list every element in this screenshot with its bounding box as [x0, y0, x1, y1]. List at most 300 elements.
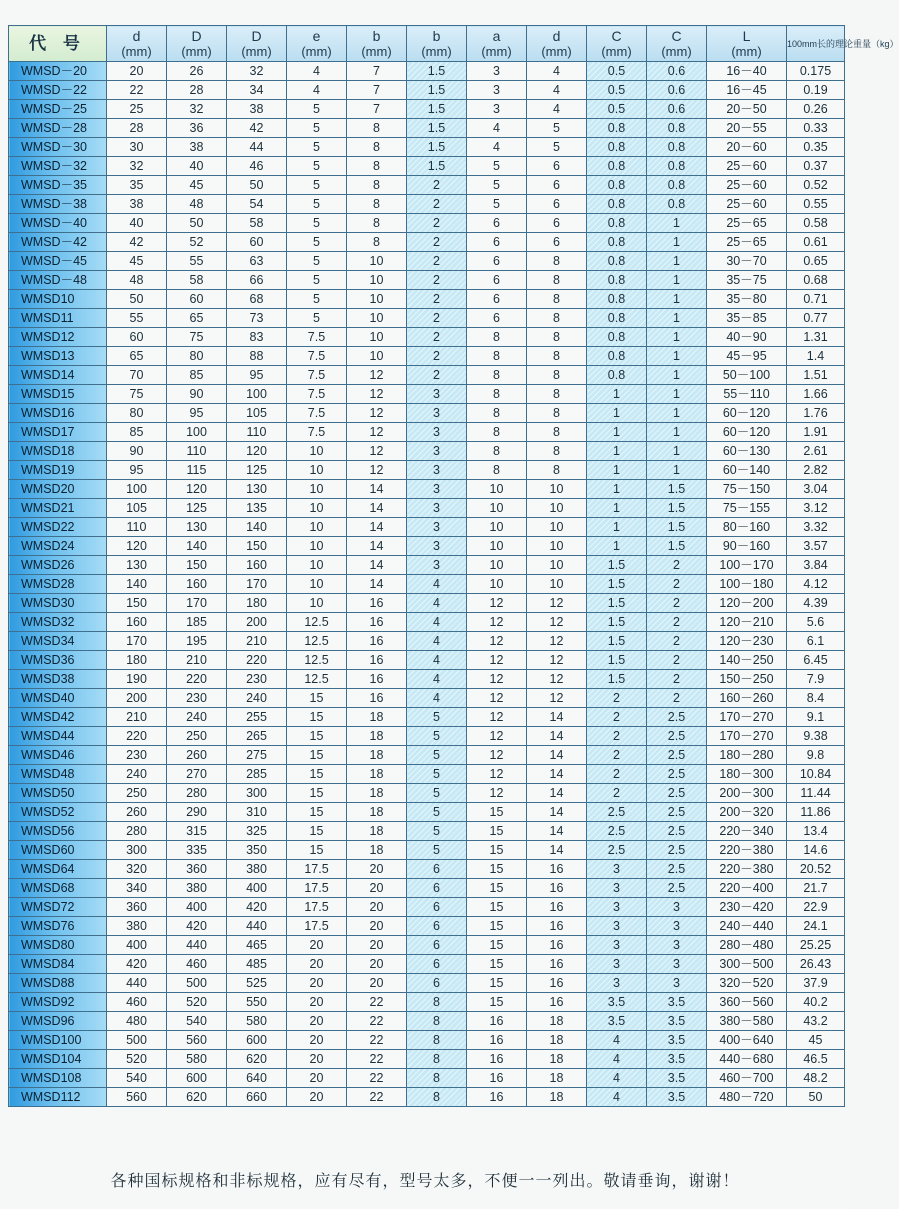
table-cell-D2: 465 [227, 936, 287, 955]
column-header-b2 [407, 26, 467, 62]
table-cell-b1: 18 [347, 822, 407, 841]
table-cell-D1: 230 [167, 689, 227, 708]
table-cell-L: 35－85 [707, 309, 787, 328]
table-cell-L: 20－55 [707, 119, 787, 138]
table-cell-L: 220－400 [707, 879, 787, 898]
table-cell-D1: 48 [167, 195, 227, 214]
table-row [9, 537, 845, 556]
table-cell-C1: 4 [587, 1031, 647, 1050]
table-row [9, 917, 845, 936]
table-row [9, 518, 845, 537]
model-code-cell: WMSD14 [9, 366, 107, 385]
table-cell-C2: 2.5 [647, 841, 707, 860]
table-row [9, 480, 845, 499]
table-cell-e: 15 [287, 841, 347, 860]
table-cell-weight: 4.39 [787, 594, 845, 613]
table-cell-weight: 21.7 [787, 879, 845, 898]
table-cell-d2: 6 [527, 195, 587, 214]
table-cell-d2: 18 [527, 1088, 587, 1107]
table-cell-d2: 10 [527, 575, 587, 594]
table-cell-d2: 12 [527, 594, 587, 613]
table-cell-weight: 1.76 [787, 404, 845, 423]
table-cell-b1: 10 [347, 290, 407, 309]
table-cell-L: 16－45 [707, 81, 787, 100]
table-cell-weight: 0.52 [787, 176, 845, 195]
table-cell-L: 200－320 [707, 803, 787, 822]
model-code-cell: WMSD－38 [9, 195, 107, 214]
table-cell-weight: 7.9 [787, 670, 845, 689]
table-cell-D1: 50 [167, 214, 227, 233]
table-row [9, 784, 845, 803]
table-cell-b1: 10 [347, 347, 407, 366]
table-cell-D1: 85 [167, 366, 227, 385]
table-cell-D1: 520 [167, 993, 227, 1012]
table-cell-weight: 8.4 [787, 689, 845, 708]
table-cell-D2: 38 [227, 100, 287, 119]
column-header-D1 [167, 26, 227, 62]
model-code-cell: WMSD－30 [9, 138, 107, 157]
table-cell-C1: 3 [587, 898, 647, 917]
table-cell-L: 440－680 [707, 1050, 787, 1069]
table-cell-d: 28 [107, 119, 167, 138]
table-cell-L: 60－130 [707, 442, 787, 461]
table-cell-C1: 1 [587, 442, 647, 461]
table-cell-a: 8 [467, 442, 527, 461]
table-cell-b2: 2 [407, 290, 467, 309]
table-cell-a: 8 [467, 366, 527, 385]
table-cell-b1: 10 [347, 309, 407, 328]
table-cell-L: 35－80 [707, 290, 787, 309]
table-cell-L: 60－140 [707, 461, 787, 480]
table-cell-b1: 16 [347, 670, 407, 689]
table-cell-a: 10 [467, 480, 527, 499]
table-cell-D2: 135 [227, 499, 287, 518]
table-cell-d: 220 [107, 727, 167, 746]
table-cell-L: 300－500 [707, 955, 787, 974]
column-symbol: b [432, 27, 441, 44]
table-cell-D2: 95 [227, 366, 287, 385]
model-code-cell: WMSD17 [9, 423, 107, 442]
table-cell-d: 240 [107, 765, 167, 784]
table-cell-C1: 3 [587, 974, 647, 993]
model-code-cell: WMSD52 [9, 803, 107, 822]
table-cell-d: 65 [107, 347, 167, 366]
table-cell-d: 420 [107, 955, 167, 974]
table-cell-b1: 22 [347, 1088, 407, 1107]
table-cell-b2: 6 [407, 860, 467, 879]
table-cell-C2: 0.8 [647, 119, 707, 138]
table-cell-e: 20 [287, 974, 347, 993]
table-cell-d2: 10 [527, 499, 587, 518]
table-cell-b2: 3 [407, 442, 467, 461]
table-cell-C2: 3.5 [647, 1012, 707, 1031]
table-cell-e: 15 [287, 784, 347, 803]
table-cell-d: 190 [107, 670, 167, 689]
table-cell-weight: 14.6 [787, 841, 845, 860]
table-cell-d: 230 [107, 746, 167, 765]
table-cell-C1: 2 [587, 746, 647, 765]
table-cell-C1: 0.8 [587, 233, 647, 252]
model-code-cell: WMSD11 [9, 309, 107, 328]
table-cell-d2: 8 [527, 271, 587, 290]
table-cell-a: 8 [467, 404, 527, 423]
table-cell-weight: 26.43 [787, 955, 845, 974]
table-cell-d: 360 [107, 898, 167, 917]
table-cell-C1: 3.5 [587, 1012, 647, 1031]
table-cell-b1: 20 [347, 879, 407, 898]
table-cell-C1: 0.8 [587, 252, 647, 271]
table-row [9, 1050, 845, 1069]
table-cell-e: 5 [287, 119, 347, 138]
model-code-cell: WMSD－22 [9, 81, 107, 100]
table-cell-d2: 14 [527, 746, 587, 765]
table-cell-b2: 6 [407, 898, 467, 917]
table-cell-C1: 1 [587, 404, 647, 423]
column-header-d2 [527, 26, 587, 62]
table-row [9, 385, 845, 404]
table-cell-b1: 12 [347, 366, 407, 385]
model-code-cell: WMSD44 [9, 727, 107, 746]
table-row [9, 62, 845, 81]
table-cell-weight: 24.1 [787, 917, 845, 936]
table-cell-d2: 18 [527, 1069, 587, 1088]
table-cell-d: 20 [107, 62, 167, 81]
table-cell-e: 7.5 [287, 404, 347, 423]
table-cell-d: 540 [107, 1069, 167, 1088]
table-cell-e: 15 [287, 765, 347, 784]
table-cell-e: 15 [287, 822, 347, 841]
table-cell-D2: 220 [227, 651, 287, 670]
table-cell-weight: 0.71 [787, 290, 845, 309]
table-row [9, 347, 845, 366]
table-cell-a: 15 [467, 936, 527, 955]
table-cell-C1: 2 [587, 765, 647, 784]
table-cell-a: 15 [467, 955, 527, 974]
table-cell-C1: 0.8 [587, 195, 647, 214]
column-symbol: b [372, 27, 381, 44]
table-cell-d: 380 [107, 917, 167, 936]
table-cell-b2: 5 [407, 708, 467, 727]
table-row [9, 138, 845, 157]
table-cell-a: 15 [467, 803, 527, 822]
model-code-cell: WMSD60 [9, 841, 107, 860]
table-row [9, 708, 845, 727]
table-cell-b2: 8 [407, 1088, 467, 1107]
table-cell-e: 10 [287, 537, 347, 556]
column-header-b1 [347, 26, 407, 62]
table-cell-b2: 3 [407, 499, 467, 518]
model-code-cell: WMSD46 [9, 746, 107, 765]
table-cell-d: 70 [107, 366, 167, 385]
table-cell-d2: 6 [527, 233, 587, 252]
table-cell-a: 6 [467, 214, 527, 233]
table-cell-e: 7.5 [287, 423, 347, 442]
table-cell-e: 5 [287, 176, 347, 195]
table-cell-e: 5 [287, 309, 347, 328]
table-cell-weight: 11.44 [787, 784, 845, 803]
table-cell-L: 100－180 [707, 575, 787, 594]
table-cell-D1: 220 [167, 670, 227, 689]
table-cell-e: 20 [287, 955, 347, 974]
table-cell-D2: 150 [227, 537, 287, 556]
table-cell-b1: 10 [347, 328, 407, 347]
table-cell-D2: 285 [227, 765, 287, 784]
table-cell-L: 75－155 [707, 499, 787, 518]
table-cell-e: 15 [287, 727, 347, 746]
table-cell-b2: 8 [407, 1031, 467, 1050]
table-cell-d2: 6 [527, 157, 587, 176]
column-header-e [287, 26, 347, 62]
table-cell-e: 17.5 [287, 898, 347, 917]
table-cell-D2: 325 [227, 822, 287, 841]
model-code-cell: WMSD96 [9, 1012, 107, 1031]
model-code-cell: WMSD－25 [9, 100, 107, 119]
model-code-cell: WMSD28 [9, 575, 107, 594]
model-code-cell: WMSD30 [9, 594, 107, 613]
table-cell-C1: 3 [587, 936, 647, 955]
table-cell-a: 10 [467, 537, 527, 556]
table-cell-D1: 380 [167, 879, 227, 898]
table-cell-D1: 95 [167, 404, 227, 423]
table-cell-D2: 300 [227, 784, 287, 803]
table-cell-L: 25－65 [707, 214, 787, 233]
table-cell-d2: 18 [527, 1050, 587, 1069]
table-row [9, 860, 845, 879]
table-row [9, 404, 845, 423]
table-cell-D2: 620 [227, 1050, 287, 1069]
table-cell-d2: 8 [527, 423, 587, 442]
table-cell-weight: 37.9 [787, 974, 845, 993]
table-cell-weight: 9.8 [787, 746, 845, 765]
column-unit: (mm) [481, 43, 512, 59]
table-cell-D2: 485 [227, 955, 287, 974]
table-cell-b1: 22 [347, 993, 407, 1012]
table-cell-C2: 0.6 [647, 81, 707, 100]
table-cell-a: 15 [467, 879, 527, 898]
table-cell-L: 35－75 [707, 271, 787, 290]
column-unit: (mm) [181, 43, 212, 59]
table-cell-b2: 8 [407, 1012, 467, 1031]
table-cell-e: 5 [287, 214, 347, 233]
table-cell-b2: 1.5 [407, 119, 467, 138]
table-cell-d2: 4 [527, 100, 587, 119]
table-cell-d: 30 [107, 138, 167, 157]
table-cell-D2: 265 [227, 727, 287, 746]
table-cell-b1: 7 [347, 81, 407, 100]
table-cell-e: 20 [287, 1031, 347, 1050]
table-cell-C2: 2 [647, 556, 707, 575]
table-cell-b1: 20 [347, 955, 407, 974]
table-cell-C2: 1 [647, 214, 707, 233]
table-cell-d2: 8 [527, 442, 587, 461]
table-cell-d: 35 [107, 176, 167, 195]
table-cell-weight: 46.5 [787, 1050, 845, 1069]
table-cell-a: 12 [467, 670, 527, 689]
table-row [9, 651, 845, 670]
table-cell-C1: 1.5 [587, 651, 647, 670]
table-cell-e: 10 [287, 499, 347, 518]
table-row [9, 271, 845, 290]
table-cell-D1: 60 [167, 290, 227, 309]
table-cell-D2: 60 [227, 233, 287, 252]
table-cell-a: 5 [467, 176, 527, 195]
table-cell-D2: 88 [227, 347, 287, 366]
table-cell-L: 120－230 [707, 632, 787, 651]
table-cell-weight: 5.6 [787, 613, 845, 632]
table-cell-b1: 12 [347, 442, 407, 461]
table-cell-C2: 1 [647, 290, 707, 309]
table-cell-b1: 20 [347, 936, 407, 955]
model-code-cell: WMSD92 [9, 993, 107, 1012]
table-cell-weight: 0.35 [787, 138, 845, 157]
table-cell-C1: 1 [587, 385, 647, 404]
table-cell-D1: 55 [167, 252, 227, 271]
table-cell-a: 8 [467, 423, 527, 442]
model-code-cell: WMSD84 [9, 955, 107, 974]
table-cell-e: 10 [287, 575, 347, 594]
table-cell-L: 180－280 [707, 746, 787, 765]
table-cell-L: 80－160 [707, 518, 787, 537]
table-cell-b1: 8 [347, 233, 407, 252]
table-cell-C1: 1 [587, 461, 647, 480]
table-cell-b1: 16 [347, 632, 407, 651]
table-cell-weight: 50 [787, 1088, 845, 1107]
table-cell-weight: 3.57 [787, 537, 845, 556]
table-cell-d2: 16 [527, 860, 587, 879]
model-code-cell: WMSD21 [9, 499, 107, 518]
table-row [9, 670, 845, 689]
table-cell-e: 5 [287, 100, 347, 119]
table-cell-weight: 0.61 [787, 233, 845, 252]
table-cell-weight: 6.1 [787, 632, 845, 651]
model-code-cell: WMSD19 [9, 461, 107, 480]
table-cell-D2: 34 [227, 81, 287, 100]
table-row [9, 1069, 845, 1088]
table-cell-b2: 4 [407, 632, 467, 651]
table-cell-d2: 12 [527, 632, 587, 651]
table-cell-weight: 0.19 [787, 81, 845, 100]
table-cell-b2: 8 [407, 1069, 467, 1088]
table-cell-C2: 2.5 [647, 784, 707, 803]
table-row [9, 841, 845, 860]
table-cell-L: 25－60 [707, 176, 787, 195]
table-cell-d: 105 [107, 499, 167, 518]
table-cell-b1: 16 [347, 594, 407, 613]
model-code-cell: WMSD18 [9, 442, 107, 461]
table-cell-D1: 620 [167, 1088, 227, 1107]
table-row [9, 727, 845, 746]
table-cell-weight: 3.12 [787, 499, 845, 518]
table-cell-weight: 2.61 [787, 442, 845, 461]
table-cell-D2: 32 [227, 62, 287, 81]
table-row [9, 575, 845, 594]
model-code-cell: WMSD－45 [9, 252, 107, 271]
table-cell-weight: 0.37 [787, 157, 845, 176]
table-cell-b2: 8 [407, 1050, 467, 1069]
table-cell-D1: 115 [167, 461, 227, 480]
table-cell-C1: 1 [587, 499, 647, 518]
table-cell-L: 100－170 [707, 556, 787, 575]
table-cell-d2: 14 [527, 841, 587, 860]
table-cell-C1: 1.5 [587, 556, 647, 575]
table-cell-b1: 20 [347, 898, 407, 917]
table-cell-C1: 1.5 [587, 632, 647, 651]
table-row [9, 309, 845, 328]
model-code-cell: WMSD15 [9, 385, 107, 404]
table-cell-D2: 50 [227, 176, 287, 195]
table-cell-b2: 6 [407, 936, 467, 955]
table-cell-C1: 3 [587, 917, 647, 936]
table-cell-d: 320 [107, 860, 167, 879]
model-code-cell: WMSD－48 [9, 271, 107, 290]
table-cell-d2: 14 [527, 765, 587, 784]
table-cell-D2: 68 [227, 290, 287, 309]
table-cell-L: 90－160 [707, 537, 787, 556]
table-cell-L: 25－60 [707, 157, 787, 176]
table-cell-d: 55 [107, 309, 167, 328]
table-row [9, 898, 845, 917]
table-cell-L: 140－250 [707, 651, 787, 670]
table-cell-D1: 80 [167, 347, 227, 366]
table-row [9, 195, 845, 214]
table-cell-a: 15 [467, 917, 527, 936]
model-code-cell: WMSD42 [9, 708, 107, 727]
table-cell-L: 280－480 [707, 936, 787, 955]
table-cell-C1: 0.8 [587, 119, 647, 138]
table-cell-a: 6 [467, 290, 527, 309]
table-cell-C2: 3 [647, 955, 707, 974]
table-row [9, 936, 845, 955]
table-cell-L: 400－640 [707, 1031, 787, 1050]
table-cell-e: 5 [287, 290, 347, 309]
table-cell-a: 12 [467, 689, 527, 708]
table-row [9, 252, 845, 271]
table-cell-e: 15 [287, 803, 347, 822]
table-row [9, 100, 845, 119]
table-cell-d: 40 [107, 214, 167, 233]
table-cell-C2: 1 [647, 233, 707, 252]
table-cell-C2: 3 [647, 917, 707, 936]
model-code-cell: WMSD88 [9, 974, 107, 993]
model-code-cell: WMSD10 [9, 290, 107, 309]
table-cell-e: 10 [287, 556, 347, 575]
table-cell-D1: 140 [167, 537, 227, 556]
table-cell-L: 160－260 [707, 689, 787, 708]
table-cell-weight: 40.2 [787, 993, 845, 1012]
table-cell-D1: 65 [167, 309, 227, 328]
table-cell-L: 20－60 [707, 138, 787, 157]
table-cell-b1: 18 [347, 708, 407, 727]
table-cell-a: 12 [467, 632, 527, 651]
table-row [9, 499, 845, 518]
table-cell-b1: 8 [347, 195, 407, 214]
table-cell-b1: 16 [347, 651, 407, 670]
table-cell-L: 480－720 [707, 1088, 787, 1107]
table-cell-D1: 195 [167, 632, 227, 651]
table-cell-D2: 44 [227, 138, 287, 157]
table-cell-b2: 5 [407, 841, 467, 860]
table-cell-D1: 150 [167, 556, 227, 575]
table-cell-D1: 600 [167, 1069, 227, 1088]
table-cell-d2: 18 [527, 1012, 587, 1031]
table-cell-C2: 3.5 [647, 1050, 707, 1069]
table-cell-C1: 0.8 [587, 176, 647, 195]
table-cell-b2: 2 [407, 214, 467, 233]
column-header-D2 [227, 26, 287, 62]
table-cell-d: 140 [107, 575, 167, 594]
table-cell-b2: 2 [407, 233, 467, 252]
table-cell-d2: 5 [527, 119, 587, 138]
